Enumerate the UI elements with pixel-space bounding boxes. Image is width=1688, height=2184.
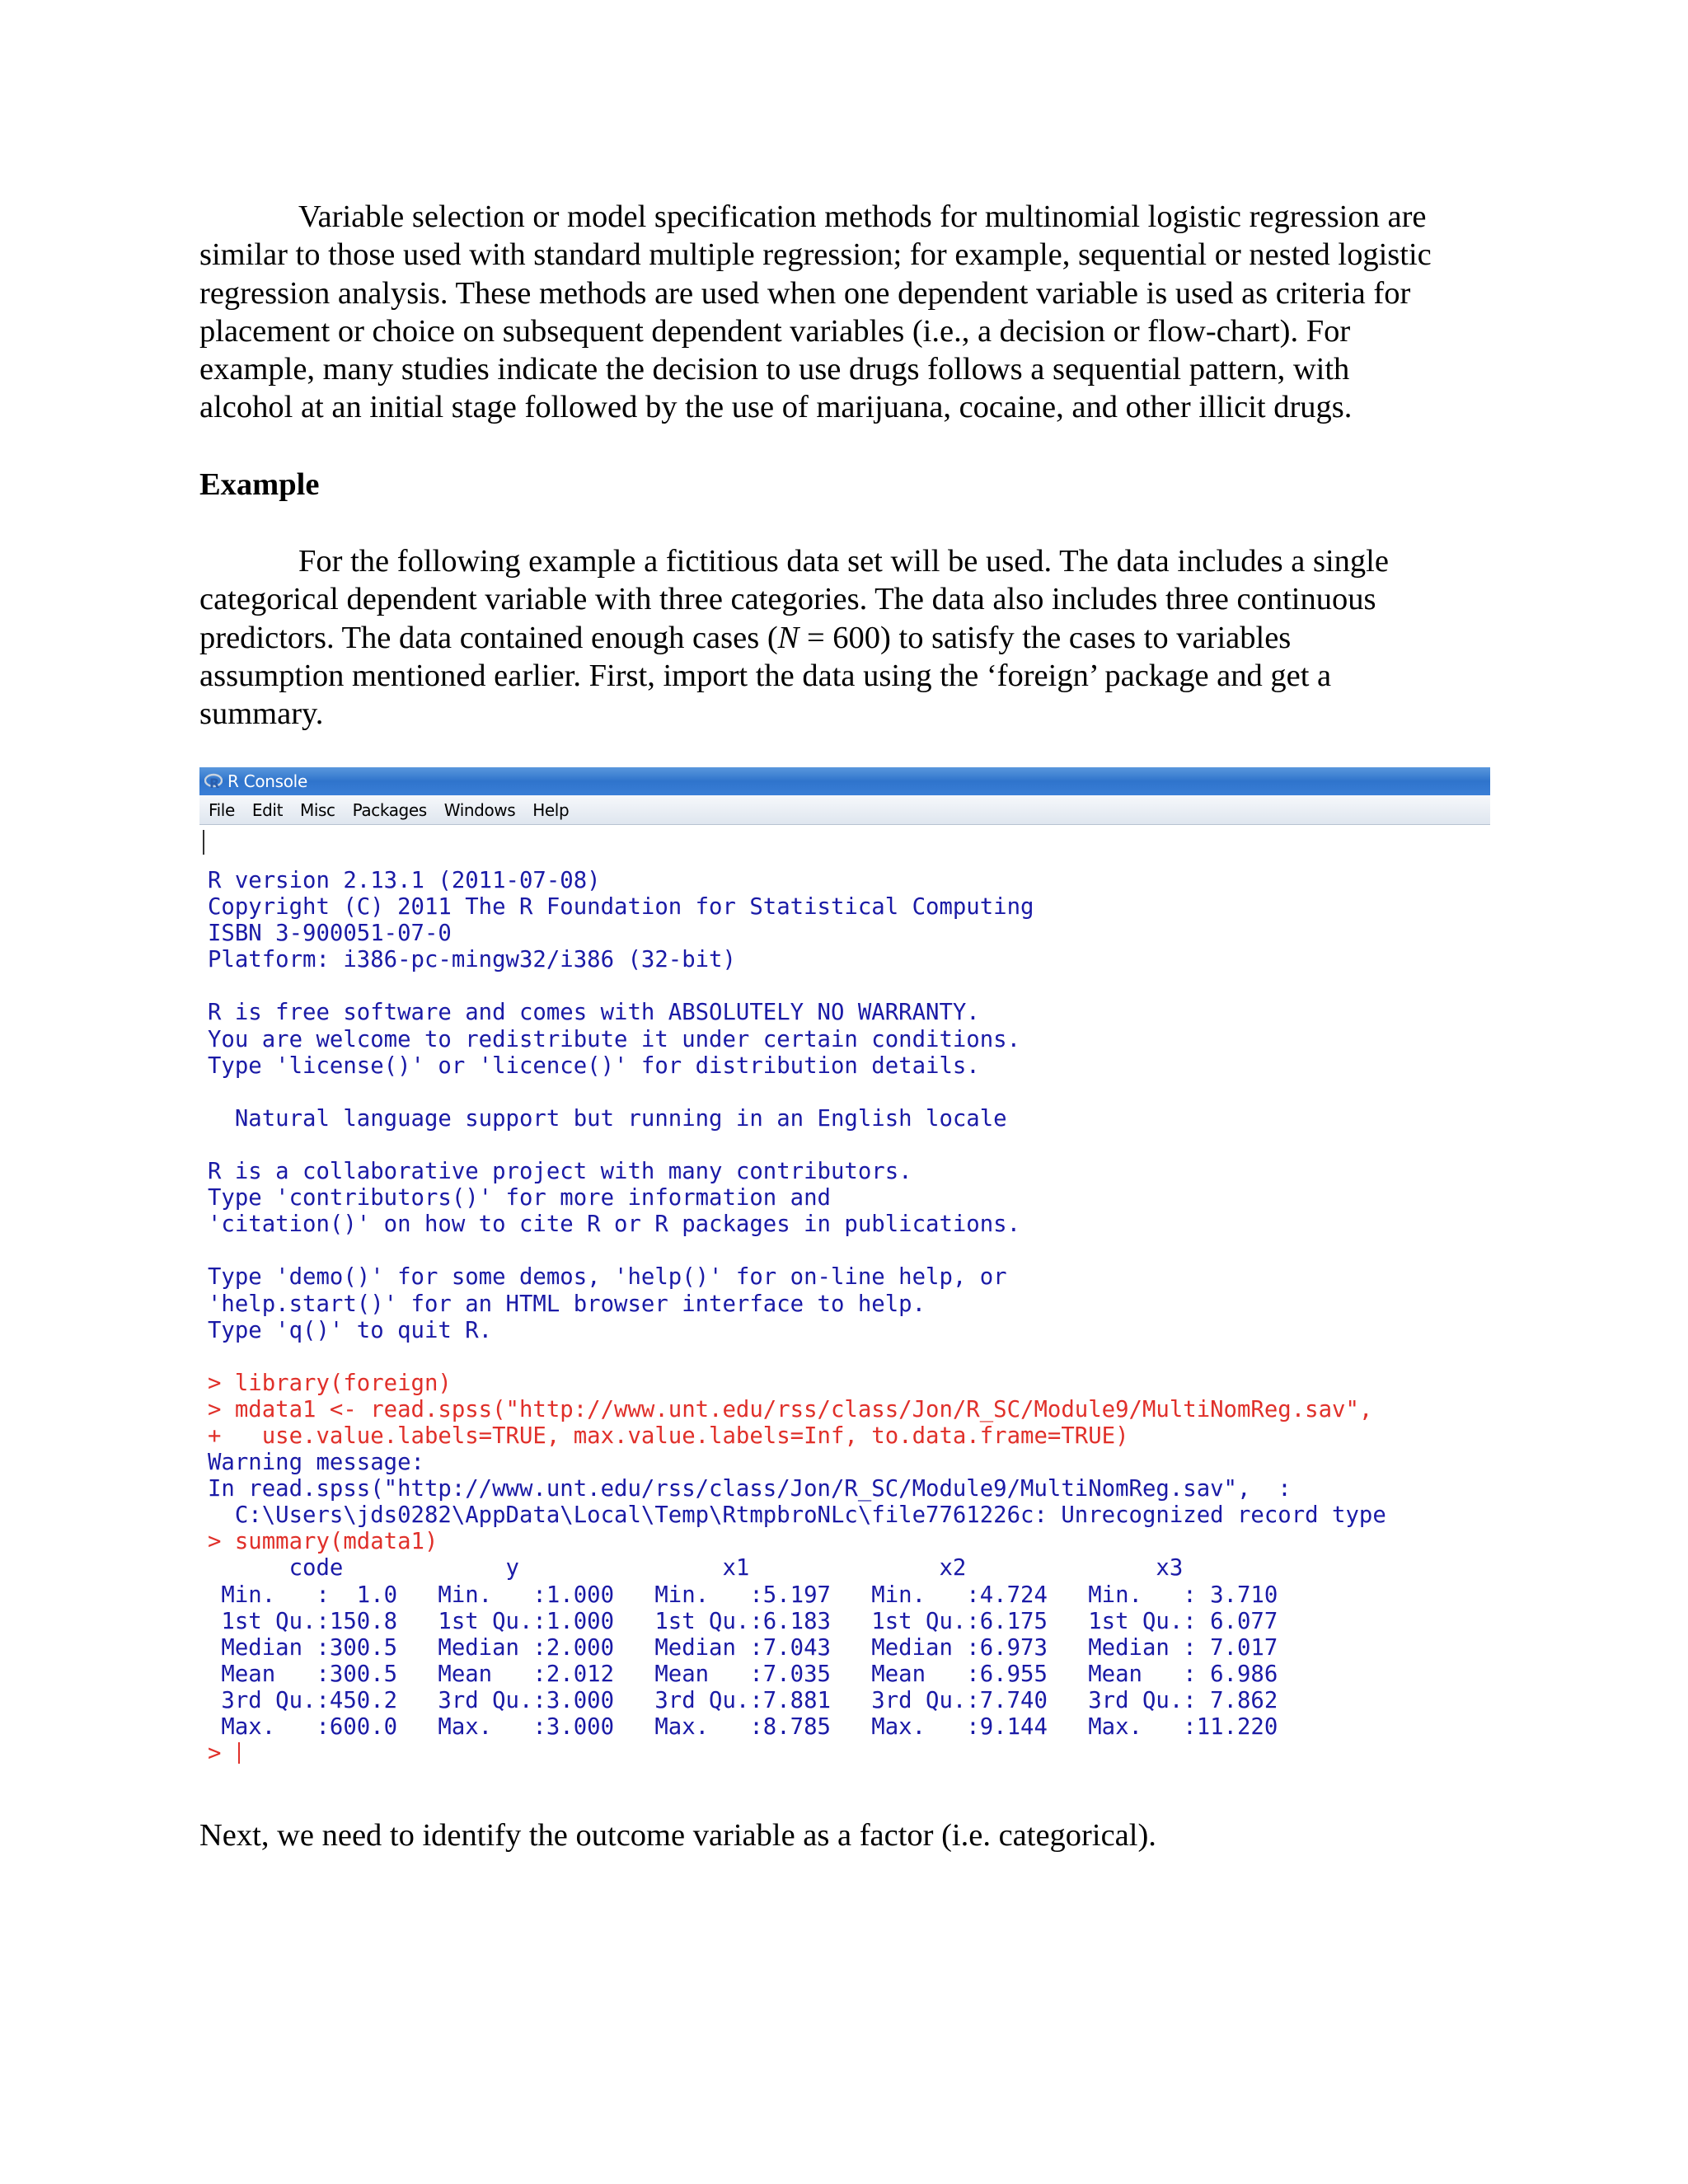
console-command-line: > mdata1 <- read.spss("http://www.unt.edu/rss/class/Jon/R_SC/Module9/MultiNomReg.sav", xyxy=(208,1396,1373,1422)
text-cursor xyxy=(203,830,204,855)
menu-misc[interactable]: Misc xyxy=(300,799,335,820)
menu-windows[interactable]: Windows xyxy=(443,799,516,820)
console-output-line: Natural language support but running in an English locale xyxy=(208,1105,1007,1132)
console-output-line xyxy=(208,1080,1386,1106)
menu-edit[interactable]: Edit xyxy=(251,799,284,820)
console-output-line: C:\Users\jds0282\AppData\Local\Temp\RtmpbroNLc\file7761226c: Unrecognized record type xyxy=(208,1502,1386,1529)
console-output-line: Min. : 1.0 Min. :1.000 Min. :5.197 Min. :4.724 Min. : 3.710 xyxy=(208,1582,1306,1608)
paragraph-line: regression analysis. These methods are used when one dependent variable is used as criteria for xyxy=(199,275,1411,311)
console-output-line: ISBN 3-900051-07-0 xyxy=(208,921,452,947)
console-output-line: 'citation()' on how to cite R or R packages in publications. xyxy=(208,1212,1021,1238)
console-output-line xyxy=(208,1132,1386,1159)
console-output-line xyxy=(208,1344,1386,1371)
menu-packages[interactable]: Packages xyxy=(352,799,427,820)
console-output-line xyxy=(208,1238,1386,1264)
closing-paragraph: Next, we need to identify the outcome variable as a factor (i.e. categorical). xyxy=(199,1818,1156,1853)
window-title: R Console xyxy=(227,771,307,791)
console-output-line: You are welcome to redistribute it under certain conditions. xyxy=(208,1026,1021,1052)
console-output-line: 'help.start()' for an HTML browser interface to help. xyxy=(208,1291,926,1317)
r-console-screenshot xyxy=(199,767,1490,1784)
console-output-line: Platform: i386-pc-mingw32/i386 (32-bit) xyxy=(208,947,736,973)
console-output-line: Type 'demo()' for some demos, 'help()' for on-line help, or xyxy=(208,1264,1007,1291)
console-prompt: > xyxy=(208,1741,235,1767)
console-command-line: + use.value.labels=TRUE, max.value.labels=Inf, to.data.frame=TRUE) xyxy=(208,1422,1129,1449)
console-output-line: In read.spss("http://www.unt.edu/rss/class/Jon/R_SC/Module9/MultiNomReg.sav", : xyxy=(208,1476,1292,1502)
console-output-line: R is free software and comes with ABSOLUTELY NO WARRANTY. xyxy=(208,1000,980,1026)
r-logo-icon xyxy=(204,772,223,790)
paragraph-line: Variable selection or model specification methods for multinomial logistic regression are xyxy=(298,199,1427,234)
console-output-line: Warning message: xyxy=(208,1450,424,1476)
console-output[interactable] xyxy=(208,868,1386,1767)
console-output-line: R version 2.13.1 (2011-07-08) xyxy=(208,868,601,893)
paragraph-line: summary. xyxy=(199,696,324,732)
console-output-line: Copyright (C) 2011 The R Foundation for Statistical Computing xyxy=(208,894,1034,921)
paragraph-line: predictors. The data contained enough cases (N = 600) to satisfy the cases to variables xyxy=(199,620,1292,655)
console-command-line: > library(foreign) xyxy=(208,1370,452,1396)
menu-file[interactable]: File xyxy=(209,799,235,820)
console-menu-bar xyxy=(199,795,1490,825)
console-output-line: code y x1 x2 x3 xyxy=(208,1555,1292,1582)
console-output-line: Max. :600.0 Max. :3.000 Max. :8.785 Max. :9.144 Max. :11.220 xyxy=(208,1714,1306,1740)
console-command-line: > summary(mdata1) xyxy=(208,1529,438,1555)
console-output-line xyxy=(208,973,1386,1000)
svg-text:R: R xyxy=(209,776,220,790)
paragraph-line: example, many studies indicate the decision to use drugs follows a sequential pattern, with xyxy=(199,352,1350,387)
section-heading: Example xyxy=(199,467,320,502)
paragraph-line: alcohol at an initial stage followed by the use of marijuana, cocaine, and other illicit drugs. xyxy=(199,390,1353,425)
paragraph-line: assumption mentioned earlier. First, import the data using the ‘foreign’ package and get a xyxy=(199,658,1332,693)
paragraph-line: similar to those used with standard multiple regression; for example, sequential or nested logistic xyxy=(199,237,1432,273)
console-output-line: 1st Qu.:150.8 1st Qu.:1.000 1st Qu.:6.183 1st Qu.:6.175 1st Qu.: 6.077 xyxy=(208,1608,1306,1634)
intro-paragraph xyxy=(199,198,1489,427)
console-prompt-line[interactable] xyxy=(208,1741,1386,1767)
paragraph-line: For the following example a fictitious data set will be used. The data includes a single xyxy=(298,544,1389,579)
console-output-line: R is a collaborative project with many contributors. xyxy=(208,1159,912,1185)
console-caret xyxy=(238,1742,240,1764)
console-output-line: Type 'license()' or 'licence()' for distribution details. xyxy=(208,1052,980,1079)
example-paragraph xyxy=(199,542,1489,733)
n-symbol: N xyxy=(777,620,799,655)
paragraph-line: placement or choice on subsequent dependent variables (i.e., a decision or flow-chart). For xyxy=(199,313,1351,349)
console-output-line: Type 'contributors()' for more information and xyxy=(208,1185,831,1212)
console-output-line: 3rd Qu.:450.2 3rd Qu.:3.000 3rd Qu.:7.881 3rd Qu.:7.740 3rd Qu.: 7.862 xyxy=(208,1687,1306,1713)
console-output-line: Median :300.5 Median :2.000 Median :7.043 Median :6.973 Median : 7.017 xyxy=(208,1634,1306,1661)
console-output-line: Mean :300.5 Mean :2.012 Mean :7.035 Mean :6.955 Mean : 6.986 xyxy=(208,1661,1306,1687)
menu-help[interactable]: Help xyxy=(532,799,570,820)
console-output-line: Type 'q()' to quit R. xyxy=(208,1317,493,1343)
console-title-bar xyxy=(199,767,1490,795)
paragraph-line: categorical dependent variable with three categories. The data also includes three continuous xyxy=(199,582,1376,617)
